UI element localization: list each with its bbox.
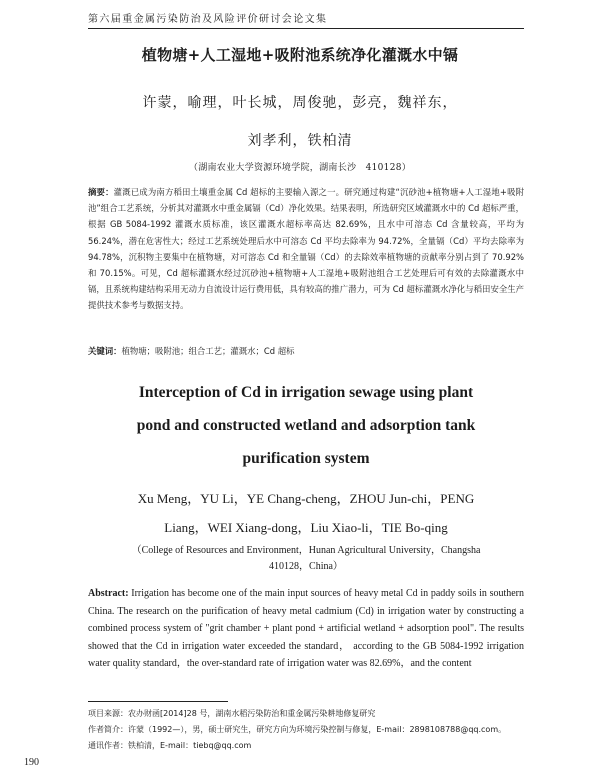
english-title-line: pond and constructed wetland and adsorption tank [136, 417, 476, 434]
footnote-divider [88, 701, 228, 702]
page-number: 190 [24, 757, 39, 768]
english-authors-line-2: Liang，WEI Xiang-dong，Liu Xiao-li，TIE Bo-qing [164, 520, 448, 535]
running-header: 第六届重金属污染防治及风险评价研讨会论文集 [88, 14, 328, 25]
english-authors-line-1: Xu Meng，YU Li，YE Chang-cheng，ZHOU Jun-chi，PENG [137, 491, 475, 506]
chinese-affiliation: （湖南农业大学资源环境学院，湖南长沙 410128） [188, 163, 412, 173]
chinese-title: 植物塘+人工湿地+吸附池系统净化灌溉水中镉 [141, 46, 459, 64]
english-affiliation-line-2: 410128，China） [269, 561, 343, 572]
chinese-keywords-label: 关键词： [88, 346, 122, 356]
chinese-authors-line-1: 许蒙，喻理，叶长城，周俊驰，彭亮，魏祥东， [142, 95, 458, 111]
chinese-abstract-label: 摘要： [88, 187, 114, 197]
chinese-abstract [88, 184, 524, 314]
english-title [88, 376, 524, 475]
chinese-authors-line-2: 刘孝利，铁柏清 [247, 133, 353, 149]
english-title-line: purification system [242, 450, 370, 467]
english-affiliation [88, 543, 524, 575]
english-affiliation-line-1: （College of Resources and Environment，Hunan Agricultural University，Changsha [131, 545, 481, 556]
chinese-keywords-text: 植物塘；吸附池；组合工艺；灌溉水；Cd 超标 [121, 346, 295, 356]
footnote-funding: 项目来源：农办财函[2014]28 号，湖南水稻污染防治和重金属污染耕地修复研究 [88, 709, 376, 718]
footnote-author-bio: 作者简介：许蒙（1992—），男，硕士研究生，研究方向为环境污染控制与修复，E-mail：2898108788@qq.com。 [88, 725, 507, 734]
footnotes [88, 706, 528, 754]
english-abstract-text: Irrigation has become one of the main input sources of heavy metal Cd in paddy soils in southern China. The research on the purification of heavy metal cadmium (Cd) in irrigation water by constructing a combined process system of "grit chamber + plant pond + artificial wetland + adsorption pool". The results showed that the Cd in irrigation water exceeded the standard， according to the GB 5084-1992 irrigation water quality standard，the over-standard rate of irrigation water was 82.69%，and the content [88, 588, 525, 669]
english-abstract-label: Abstract: [88, 588, 129, 599]
chinese-keywords [88, 345, 524, 357]
english-title-line: Interception of Cd in irrigation sewage using plant [138, 384, 474, 401]
english-authors [88, 484, 524, 542]
english-abstract [88, 585, 524, 673]
header-divider [88, 28, 524, 29]
chinese-abstract-text: 灌溉已成为南方稻田土壤重金属 Cd 超标的主要输入源之一。研究通过构建“沉砂池+植物塘+人工湿地+吸附池”组合工艺系统，分析其对灌溉水中重金属镉（Cd）净化效果。结果表明，所选研究区域灌溉水中的 Cd 超标严重，根据 GB 5084-1992 灌溉水质标准，该区灌溉水超标率高达 82.69%，且水中可溶态 Cd 含量较高，平均为 56.24%，潜在危害性大；经过工艺系统处理后水中可溶态 Cd 平均去除率为 94.72%，全量镉（Cd）平均去除率为 94.78%，沉积物主要集中在植物塘，对可溶态 Cd 和全量镉（Cd）的去除效率植物塘的贡献率分别占到了 70.92%和 70.15%。可见，Cd 超标灌溉水经过沉砂池+植物塘+人工湿地+吸附池组合工艺处理后可有效的去除灌溉水中镉，且系统构建结构采用无动力自流设计运行费用低，具有较高的推广潜力，可为 Cd 超标灌溉水净化与稻田安全生产提供技术参考与数据支持。 [88, 187, 524, 311]
footnote-corresponding-author: 通讯作者：铁柏清，E-mail：tiebq@qq.com [88, 741, 252, 750]
